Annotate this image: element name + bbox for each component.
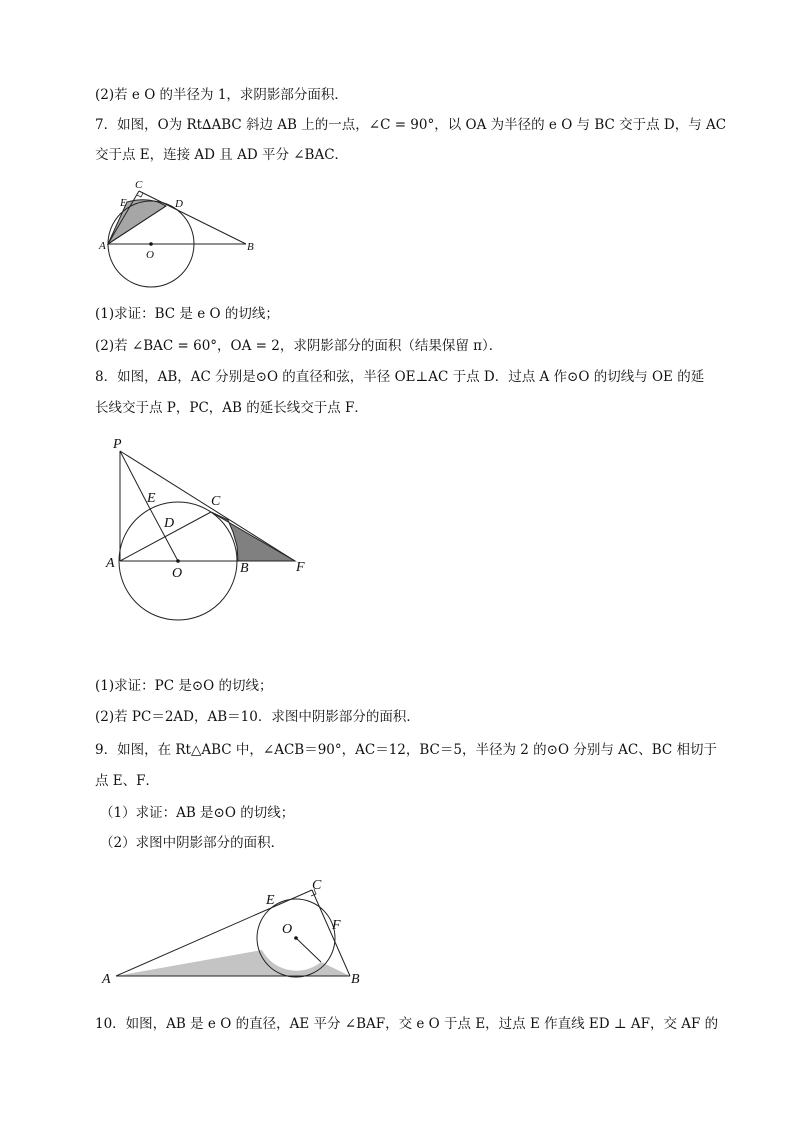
label-C: C: [211, 494, 221, 509]
q7-part2: (2)若 ∠BAC = 60°，OA = 2，求阴影部分的面积（结果保留 π）．: [95, 338, 503, 354]
q9-part2: （2）求图中阴影部分的面积．: [100, 835, 285, 851]
q8-part2: (2)若 PC＝2AD，AB＝10．求图中阴影部分的面积．: [95, 709, 420, 725]
label-P: P: [113, 437, 122, 452]
q6-part2: (2)若 e O 的半径为 1，求阴影部分面积．: [95, 87, 348, 103]
label-O: O: [282, 922, 293, 937]
q9-stem-line1: 9．如图，在 Rt△ABC 中，∠ACB＝90°，AC＝12，BC＝5，半径为 2 的⊙O 分别与 AC、BC 相切于: [95, 742, 717, 758]
label-D: D: [164, 516, 175, 531]
label-C: C: [135, 179, 143, 191]
q9-stem-line2: 点 E、F．: [95, 773, 160, 789]
label-B: B: [247, 241, 254, 253]
label-D: D: [175, 198, 183, 210]
q7-part1: (1)求证：BC 是 e O 的切线；: [95, 306, 279, 322]
q8-stem-line2: 长线交于点 P，PC，AB 的延长线交于点 F．: [95, 400, 368, 416]
q10-stem-line1: 10．如图，AB 是 e O 的直径，AE 平分 ∠BAF，交 e O 于点 E，过点 E 作直线 ED ⊥ AF，交 AF 的: [95, 1016, 719, 1032]
label-F: F: [296, 560, 305, 575]
label-O: O: [172, 566, 183, 581]
q7-stem-line2: 交于点 E，连接 AD 且 AD 平分 ∠BAC．: [95, 147, 349, 163]
label-A: A: [99, 240, 106, 252]
label-B: B: [240, 561, 249, 576]
label-E: E: [120, 197, 127, 209]
label-B: B: [351, 972, 360, 987]
q8-part1: (1)求证：PC 是⊙O 的切线；: [95, 678, 273, 694]
label-O: O: [146, 249, 154, 261]
label-F: F: [332, 918, 341, 933]
q7-stem-line1: 7．如图，O为 Rt∆ABC 斜边 AB 上的一点，∠C = 90°，以 OA 为半径的 e O 与 BC 交于点 D，与 AC: [95, 117, 727, 133]
label-C: C: [312, 878, 322, 893]
label-A: A: [106, 556, 115, 571]
label-A: A: [102, 972, 111, 987]
label-E: E: [147, 491, 156, 506]
label-E: E: [266, 893, 275, 908]
q9-part1: （1）求证：AB 是⊙O 的切线；: [100, 805, 295, 821]
q8-stem-line1: 8．如图，AB，AC 分别是⊙O 的直径和弦，半径 OE⊥AC 于点 D．过点 A 作⊙O 的切线与 OE 的延: [95, 369, 705, 385]
